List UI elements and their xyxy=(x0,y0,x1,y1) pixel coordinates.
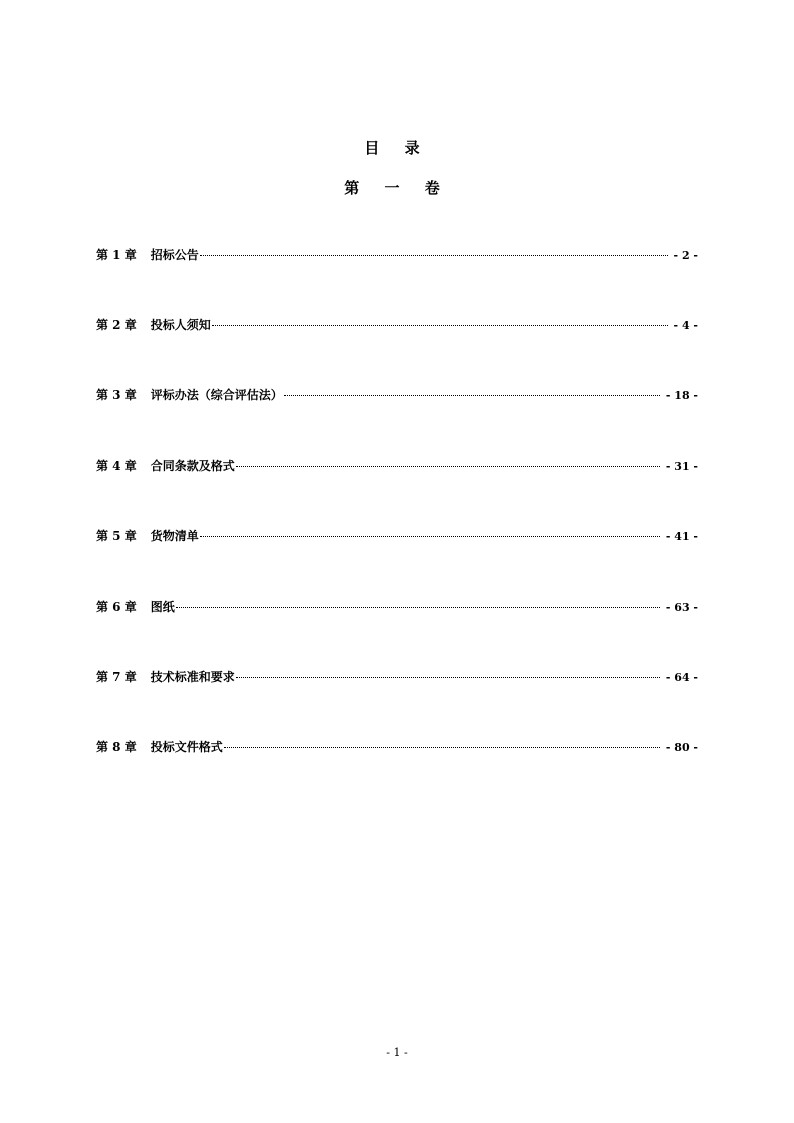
toc-entry[interactable] xyxy=(96,668,698,686)
toc-entry[interactable] xyxy=(96,527,698,545)
toc-page-number: - 41 - xyxy=(665,530,698,543)
toc-chapter-title: 招标公告 xyxy=(150,248,199,262)
toc-dot-leader xyxy=(224,746,660,748)
footer-page-number: - 1 - xyxy=(386,1046,408,1059)
toc-chapter-number: 第 4 章 xyxy=(96,459,137,473)
toc-page-number: - 4 - xyxy=(673,319,698,332)
toc-dot-leader xyxy=(200,535,660,537)
toc-page-number: - 31 - xyxy=(665,460,698,473)
toc-page-number: - 80 - xyxy=(665,741,698,754)
toc-chapter-title: 技术标准和要求 xyxy=(150,670,235,684)
toc-entry[interactable] xyxy=(96,246,698,264)
toc-entry[interactable] xyxy=(96,738,698,756)
toc-dot-leader xyxy=(212,324,668,326)
toc-dot-leader xyxy=(236,465,660,467)
toc-chapter-number: 第 8 章 xyxy=(96,740,137,754)
toc-chapter-number: 第 7 章 xyxy=(96,670,137,684)
toc-entry[interactable] xyxy=(96,316,698,334)
toc-chapter-number: 第 6 章 xyxy=(96,600,137,614)
toc-dot-leader xyxy=(176,606,660,608)
toc-dot-leader xyxy=(284,394,660,396)
toc-chapter-title: 投标文件格式 xyxy=(150,740,223,754)
toc-heading: 目 录 xyxy=(364,139,430,157)
volume-heading: 第 一 卷 xyxy=(344,179,450,197)
toc-chapter-title: 货物清单 xyxy=(150,529,199,543)
toc-entry[interactable] xyxy=(96,457,698,475)
toc-chapter-number: 第 3 章 xyxy=(96,388,137,402)
toc-chapter-title: 图纸 xyxy=(150,600,175,614)
toc-page-number: - 63 - xyxy=(665,601,698,614)
toc-chapter-title: 评标办法（综合评估法） xyxy=(150,388,283,402)
toc-chapter-title: 合同条款及格式 xyxy=(150,459,235,473)
toc-dot-leader xyxy=(200,254,668,256)
toc-page-number: - 18 - xyxy=(665,389,698,402)
toc-chapter-number: 第 2 章 xyxy=(96,318,137,332)
toc-page-number: - 64 - xyxy=(665,671,698,684)
toc-entry[interactable] xyxy=(96,386,698,404)
toc-entry[interactable] xyxy=(96,598,698,616)
toc-chapter-number: 第 5 章 xyxy=(96,529,137,543)
toc-page-number: - 2 - xyxy=(673,249,698,262)
toc-chapter-number: 第 1 章 xyxy=(96,248,137,262)
toc-chapter-title: 投标人须知 xyxy=(150,318,211,332)
toc-dot-leader xyxy=(236,676,660,678)
